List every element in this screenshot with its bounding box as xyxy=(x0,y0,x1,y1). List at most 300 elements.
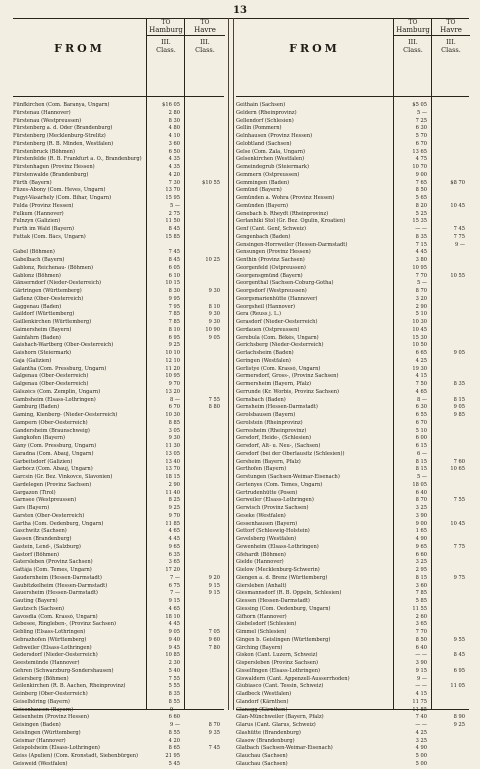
place-name: Gastein, Lend-, (Salzburg) xyxy=(13,543,81,550)
place-name: Gelse (Com. Zala, Ungarn) xyxy=(236,148,306,155)
place-name: Geestemünde (Hannover) xyxy=(13,660,80,666)
fare-hamburg: 8 50 xyxy=(415,636,427,643)
place-name: Garcsin (Gr. Bez. Vinkovce, Slavonien) xyxy=(13,474,113,480)
fare-row xyxy=(236,358,469,366)
place-name: Gaubitzkelheim (Hessen-Darmstadt) xyxy=(13,582,108,589)
fare-row xyxy=(236,722,469,730)
fare-row xyxy=(236,707,469,715)
fare-havre: 7 80 xyxy=(208,644,220,651)
place-name: Fürstenberg a. d. Oder (Brandenburg) xyxy=(13,125,113,132)
place-name: Gattája (Com. Temes, Ungarn) xyxy=(13,567,92,573)
fare-hamburg: 3 20 xyxy=(415,295,427,302)
place-name: Geringen (Westfalen) xyxy=(236,357,291,364)
place-name: Gardelegen (Provinz Sachsen) xyxy=(13,481,92,488)
fare-row xyxy=(236,676,469,684)
fare-havre: 9 30 xyxy=(208,311,220,318)
place-name: Gerlanhiki Stol (Gr. Bez. Ogulin, Kroatien) xyxy=(236,218,346,225)
destination-havre: Havre xyxy=(440,26,462,34)
place-name: Genf (Cant. Genf, Schweiz) xyxy=(236,226,306,232)
fare-row xyxy=(13,288,224,296)
place-name: Geislingen (Württemberg) xyxy=(13,729,81,736)
place-name: Gerdauen (Ostpreussen) xyxy=(236,326,300,333)
place-name: Gänserndorf (Nieder-Oesterreich) xyxy=(13,280,102,287)
fare-row xyxy=(13,412,224,420)
place-name: Fürstenwalde (Brandenburg) xyxy=(13,171,89,178)
fare-row xyxy=(236,474,469,482)
fare-hamburg: 6 95 xyxy=(168,334,180,341)
fare-hamburg: 9 — xyxy=(170,706,180,713)
fare-row xyxy=(13,528,224,536)
place-name: Gebweiler (Elsass-Lothringen) xyxy=(13,644,92,651)
fare-row xyxy=(236,629,469,637)
fare-hamburg: 9 25 xyxy=(168,342,180,349)
fare-row xyxy=(13,242,224,250)
fare-row xyxy=(236,412,469,420)
place-name: Gisselfingen (Elsass-Lothringen) xyxy=(236,667,321,674)
fare-hamburg: 7 55 xyxy=(168,675,180,682)
fare-row xyxy=(13,567,224,575)
fare-row xyxy=(236,621,469,629)
place-name: Gandersheim (Braunschweig) xyxy=(13,427,90,434)
place-name: Gauting (Bayern) xyxy=(13,598,58,604)
fare-row xyxy=(13,645,224,653)
fare-hamburg: 12 10 xyxy=(165,357,180,364)
place-name: Gelobtland (Sachsen) xyxy=(236,140,292,147)
fare-row xyxy=(236,714,469,722)
fare-havre: 9 15 xyxy=(208,590,220,597)
place-name: Gelsenkirchen (Westfalen) xyxy=(236,156,305,163)
fare-hamburg: 4 20 xyxy=(168,737,180,744)
place-name: Gaishorn (Steiermark) xyxy=(13,350,72,356)
fare-row xyxy=(236,187,469,195)
fare-hamburg: 8 30 xyxy=(168,288,180,294)
fare-row xyxy=(13,226,224,234)
fare-row xyxy=(13,381,224,389)
fare-row xyxy=(236,730,469,738)
fare-hamburg: 5 25 xyxy=(415,210,427,217)
fare-row xyxy=(236,544,469,552)
fare-row xyxy=(13,614,224,622)
fare-row xyxy=(236,125,469,133)
place-name: Gersdorf, Alt- u. Neu-, (Sachsen) xyxy=(236,443,321,449)
fare-hamburg: 3 25 xyxy=(415,505,427,511)
fare-row xyxy=(13,544,224,552)
fare-row xyxy=(13,366,224,374)
fare-row xyxy=(236,745,469,753)
place-name: Gielde (Hannover) xyxy=(236,559,284,566)
fare-hamburg: 13 65 xyxy=(412,148,427,155)
fare-hamburg: 1 65 xyxy=(415,528,427,535)
place-name: Georgenthal (Sachsen-Coburg-Gotha) xyxy=(236,280,334,287)
place-name: Gensingen-Horrweiler (Hessen-Darmstadt) xyxy=(236,241,348,248)
right-column xyxy=(236,18,469,767)
fare-hamburg: 6 70 xyxy=(415,419,427,426)
fare-havre: 9 55 xyxy=(453,636,465,643)
fare-hamburg: 5 40 xyxy=(168,667,180,674)
fare-row xyxy=(13,102,224,110)
place-name: Gelnhausen (Provinz Hessen) xyxy=(236,133,313,139)
place-name: Gellin (Pommern) xyxy=(236,125,282,132)
fare-hamburg: 2 90 xyxy=(415,303,427,310)
place-name: Geiersberg (Böhmen) xyxy=(13,675,69,682)
place-name: Gebling (Elsass-Lothringen) xyxy=(13,629,86,635)
fare-hamburg: 8 85 xyxy=(168,419,180,426)
place-name: Georgenfeld (Ostpreussen) xyxy=(236,264,306,271)
fare-hamburg: 6 55 xyxy=(415,412,427,418)
fare-hamburg: 8 55 xyxy=(168,698,180,705)
fare-row xyxy=(236,373,469,381)
place-name: Germersheim (Bayern, Pfalz) xyxy=(236,381,312,387)
place-name: Gersdorf (bei der Oberlausitz (Schlesien)) xyxy=(236,450,345,457)
fare-havre: 9 60 xyxy=(208,636,220,643)
fare-row xyxy=(236,575,469,583)
fare-hamburg: 19 30 xyxy=(412,365,427,372)
place-name: Gars (Bayern) xyxy=(13,505,50,511)
fare-hamburg: 3 05 xyxy=(168,427,180,434)
fare-row xyxy=(236,536,469,544)
fare-hamburg: 9 65 xyxy=(415,543,427,550)
fare-hamburg: 4 35 xyxy=(168,164,180,170)
fare-row xyxy=(236,652,469,660)
fare-havre: 7 55 xyxy=(453,497,465,504)
fare-hamburg: 9 — xyxy=(417,675,427,682)
fare-hamburg: 7 — xyxy=(170,590,180,597)
fare-hamburg: 11 75 xyxy=(412,698,427,705)
place-name: Gastorf (Böhmen) xyxy=(13,551,59,558)
fare-hamburg: 13 05 xyxy=(165,450,180,457)
fare-hamburg: 5 85 xyxy=(415,598,427,604)
fare-hamburg: 2 95 xyxy=(415,567,427,573)
column-divider xyxy=(228,18,234,710)
fare-hamburg: 9 00 xyxy=(415,520,427,527)
fare-hamburg: 2 30 xyxy=(168,660,180,666)
fare-row xyxy=(13,575,224,583)
fare-hamburg: 7 85 xyxy=(415,590,427,597)
fare-hamburg: 15 85 xyxy=(165,233,180,240)
fare-havre: 10 90 xyxy=(205,326,220,333)
fare-hamburg: 5 — xyxy=(170,202,180,209)
fare-hamburg: 6 75 xyxy=(168,582,180,589)
place-name: Gevelsberg (Westfalen) xyxy=(236,536,297,542)
place-name: Gerthofen (Bayern) xyxy=(236,466,287,473)
place-name: Gfehardt (Böhmen) xyxy=(236,551,286,558)
place-name: Gerstungen (Sachsen-Weimar-Eisenach) xyxy=(236,474,340,480)
fare-hamburg: 6 50 xyxy=(168,148,180,155)
fare-row xyxy=(13,552,224,560)
fare-row xyxy=(13,451,224,459)
place-name: Gaming, Kienberg- (Nieder-Oesterreich) xyxy=(13,412,118,418)
place-name: Futtak (Com. Bács, Ungarn) xyxy=(13,233,86,240)
place-name: Giskon (Cant. Luzern, Schweiz) xyxy=(236,652,318,659)
fare-havre: 8 45 xyxy=(453,652,465,659)
place-name: Glasow (Brandenburg) xyxy=(236,737,295,744)
fare-row xyxy=(13,110,224,118)
place-name: Gingen b. Geislingen (Württemberg) xyxy=(236,636,331,643)
fare-hamburg: 6 70 xyxy=(168,404,180,411)
place-name: Fünfkirchen (Com. Baranya, Ungarn) xyxy=(13,102,110,108)
place-name: Gabel (Böhmen) xyxy=(13,249,55,256)
fare-row xyxy=(13,745,224,753)
fare-row xyxy=(236,102,469,110)
place-name: Gartha (Com. Oedenburg, Ungarn) xyxy=(13,520,104,527)
place-name: Füzes-Abony (Com. Heves, Ungarn) xyxy=(13,187,106,194)
fare-row xyxy=(13,311,224,319)
fare-row xyxy=(13,443,224,451)
fare-hamburg: 11 20 xyxy=(165,365,180,372)
fare-hamburg: 6 — xyxy=(417,450,427,457)
place-name: Garsten (Ober-Oesterreich) xyxy=(13,512,85,519)
place-name: Gellendorf (Schlesien) xyxy=(236,117,294,124)
place-name: Gärtringen (Württemberg) xyxy=(13,288,82,294)
place-name: Gálszécs (Com. Zemplin, Ungarn) xyxy=(13,388,101,395)
fare-row xyxy=(13,149,224,157)
fare-havre: 9 75 xyxy=(453,574,465,581)
place-name: Galgenau (Ober-Oesterreich) xyxy=(13,381,89,387)
fare-row xyxy=(236,288,469,296)
fare-hamburg: 9 65 xyxy=(168,543,180,550)
fare-hamburg: 7 65 xyxy=(415,179,427,186)
place-name: Gessenhausen (Bayern) xyxy=(236,520,298,527)
fare-hamburg: 7 85 xyxy=(168,311,180,318)
fare-row xyxy=(236,451,469,459)
fare-row xyxy=(236,761,469,769)
fare-row xyxy=(236,234,469,242)
place-name: Gera (Reuss j. L.) xyxy=(236,311,281,318)
place-name: Geismar (Hannover) xyxy=(13,737,66,744)
fare-row xyxy=(13,172,224,180)
fare-row xyxy=(13,141,224,149)
fare-row xyxy=(13,265,224,273)
fare-row xyxy=(13,203,224,211)
fare-hamburg: 10 85 xyxy=(165,652,180,659)
fare-hamburg: 7 70 xyxy=(415,629,427,635)
fare-row xyxy=(236,280,469,288)
fare-row xyxy=(13,273,224,281)
place-name: Geldern (Rheinprovinz) xyxy=(236,109,297,116)
fare-hamburg: 3 65 xyxy=(415,621,427,628)
fare-hamburg: 3 60 xyxy=(415,582,427,589)
fare-row xyxy=(236,265,469,273)
place-name: Fürstenberg (R. B. Minden, Westfalen) xyxy=(13,140,114,147)
fare-hamburg: 4 25 xyxy=(415,357,427,364)
fare-havre: 7 45 xyxy=(453,226,465,232)
place-name: Gaimersheim (Bayern) xyxy=(13,326,72,333)
fare-row xyxy=(236,404,469,412)
place-name: Georgsdorf (Westpreussen) xyxy=(236,288,307,294)
fare-hamburg: 4 45 xyxy=(168,536,180,542)
fare-hamburg: 18 10 xyxy=(165,613,180,620)
fare-row xyxy=(236,606,469,614)
fare-hamburg: $5 05 xyxy=(412,102,427,108)
place-name: Giebelsdorf (Schlesien) xyxy=(236,621,297,628)
fare-hamburg: 11 30 xyxy=(165,443,180,449)
fare-row xyxy=(13,133,224,141)
fare-havre: 9 30 xyxy=(208,288,220,294)
fare-hamburg: 9 70 xyxy=(168,381,180,387)
fare-hamburg: 4 10 xyxy=(168,133,180,139)
place-name: Gerolsbausen (Bayern) xyxy=(236,412,296,418)
fare-row xyxy=(236,614,469,622)
place-name: Gaschwitz (Sachsen) xyxy=(13,528,67,535)
fare-hamburg: 3 25 xyxy=(415,559,427,566)
fare-hamburg: 5 70 xyxy=(415,133,427,139)
fare-hamburg: 11 85 xyxy=(412,706,427,713)
place-name: Genebach b. Rheydt (Rheinprovinz) xyxy=(236,210,329,217)
fare-hamburg: 7 50 xyxy=(415,381,427,387)
fare-row xyxy=(236,691,469,699)
fare-havre: 9 — xyxy=(455,241,465,248)
place-name: Furth im Wald (Bayern) xyxy=(13,226,74,232)
place-name: Gaudernheim (Hessen-Darmstadt) xyxy=(13,574,102,581)
fare-row xyxy=(13,404,224,412)
right-fare-list xyxy=(236,102,469,769)
place-name: Gebesee, Ringleben-, (Provinz Sachsen) xyxy=(13,621,116,628)
fare-row xyxy=(13,730,224,738)
fare-hamburg: 4 65 xyxy=(168,605,180,612)
fare-hamburg: 10 30 xyxy=(165,412,180,418)
fare-row xyxy=(13,118,224,126)
fare-hamburg: 4 65 xyxy=(415,388,427,395)
fare-hamburg: 4 35 xyxy=(168,156,180,163)
fare-hamburg: 6 60 xyxy=(415,551,427,558)
fare-hamburg: 4 25 xyxy=(415,729,427,736)
place-name: Fürth (Bayern) xyxy=(13,179,52,186)
fare-row xyxy=(13,296,224,304)
fare-row xyxy=(236,559,469,567)
fare-hamburg: 6 15 xyxy=(415,443,427,449)
fare-hamburg: 3 60 xyxy=(168,140,180,147)
fare-hamburg: 8 65 xyxy=(168,745,180,752)
fare-row xyxy=(236,381,469,389)
fare-hamburg: 6 00 xyxy=(415,435,427,442)
place-name: Gauersheim (Hessen-Darmstadt) xyxy=(13,590,98,597)
fare-row xyxy=(236,218,469,226)
fare-row xyxy=(13,738,224,746)
place-name: Fürstenberg (Mecklenburg-Strelitz) xyxy=(13,133,106,139)
fare-row xyxy=(236,660,469,668)
fare-havre: 9 05 xyxy=(208,334,220,341)
place-name: Gerweiler (Elsass-Lothringen) xyxy=(236,497,314,504)
fare-hamburg: 8 15 xyxy=(415,458,427,465)
place-name: Gablonz (Böhmen) xyxy=(13,272,61,279)
fare-hamburg: 5 10 xyxy=(415,427,427,434)
fare-row xyxy=(236,490,469,498)
fare-hamburg: 7 25 xyxy=(415,117,427,124)
fare-hamburg: 9 15 xyxy=(168,598,180,604)
place-name: Gaildorf (Württemberg) xyxy=(13,311,75,318)
fare-row xyxy=(13,753,224,761)
fare-hamburg: 8 70 xyxy=(415,497,427,504)
fare-hamburg: 10 95 xyxy=(412,264,427,271)
fare-row xyxy=(13,397,224,405)
fare-hamburg: 6 70 xyxy=(415,140,427,147)
fare-row xyxy=(236,497,469,505)
fare-havre: 8 10 xyxy=(208,303,220,310)
fare-row xyxy=(13,699,224,707)
place-name: Fürstenhagen (Provinz Hessen) xyxy=(13,164,95,170)
right-column-header: FROM TO Hamburg III. Class. TO Havre III. Class. xyxy=(236,18,469,97)
fare-row xyxy=(13,683,224,691)
fare-hamburg: 2 90 xyxy=(168,481,180,488)
fare-row xyxy=(236,296,469,304)
destination-hamburg: Hamburg xyxy=(396,26,430,34)
page-number: 13 xyxy=(233,5,247,16)
fare-row xyxy=(13,257,224,265)
place-name: Gemünd (Bayern) xyxy=(236,187,282,194)
place-name: Girching (Bayern) xyxy=(236,644,283,651)
fare-hamburg: 9 15 xyxy=(415,667,427,674)
fare-row xyxy=(236,366,469,374)
place-name: Gargazon (Tirol) xyxy=(13,489,56,496)
fare-row xyxy=(13,373,224,381)
fare-hamburg: 8 35 xyxy=(415,233,427,240)
place-name: Gerichsberg (Nieder-Oesterreich) xyxy=(236,342,324,349)
left-fare-list xyxy=(13,102,224,769)
fare-row xyxy=(13,187,224,195)
fare-hamburg: 5 00 xyxy=(415,753,427,759)
place-name: Gispersleben (Provinz Sachsen) xyxy=(236,660,319,666)
fare-hamburg: 11 55 xyxy=(412,605,427,612)
fare-row xyxy=(236,668,469,676)
place-name: Galantha (Com. Pressburg, Ungarn) xyxy=(13,365,107,372)
fare-hamburg: 5 45 xyxy=(168,760,180,767)
fare-hamburg: 7 85 xyxy=(168,319,180,325)
fare-row xyxy=(236,319,469,327)
fare-row xyxy=(236,738,469,746)
fare-row xyxy=(236,637,469,645)
fare-row xyxy=(236,443,469,451)
fare-havre: 8 80 xyxy=(208,404,220,411)
fare-havre: 8 70 xyxy=(208,722,220,728)
place-name: Gerwisch (Provinz Sachsen) xyxy=(236,505,309,511)
fare-row xyxy=(236,350,469,358)
fare-hamburg: 9 45 xyxy=(168,644,180,651)
fare-row xyxy=(13,280,224,288)
place-name: Gaflenz (Ober-Oesterreich) xyxy=(13,295,84,302)
fare-row xyxy=(236,583,469,591)
fare-row xyxy=(13,350,224,358)
fare-row xyxy=(236,311,469,319)
fare-hamburg: 9 70 xyxy=(168,512,180,519)
fare-havre: 10 45 xyxy=(450,202,465,209)
place-name: Gautzsch (Sachsen) xyxy=(13,605,65,612)
place-name: Glashütte (Brandenburg) xyxy=(236,729,301,736)
fare-hamburg: 3 25 xyxy=(415,737,427,744)
place-name: Fulnzyn (Galizien) xyxy=(13,218,61,225)
fare-row xyxy=(13,249,224,257)
fare-row xyxy=(13,156,224,164)
place-name: Fürstenbruck (Böhmen) xyxy=(13,148,75,155)
fare-row xyxy=(236,420,469,428)
fare-hamburg: 8 55 xyxy=(168,729,180,736)
fare-hamburg: 6 05 xyxy=(168,264,180,271)
fare-row xyxy=(13,714,224,722)
fare-hamburg: 2 75 xyxy=(168,210,180,217)
place-name: Gertenyes (Com. Temes, Ungarn) xyxy=(236,481,323,488)
fare-hamburg: 4 45 xyxy=(415,249,427,256)
place-name: Giersleben (Anhalt) xyxy=(236,582,287,589)
place-name: Gangkofen (Bayern) xyxy=(13,435,65,442)
fare-havre: 7 05 xyxy=(208,629,220,635)
fare-row xyxy=(236,149,469,157)
fare-hamburg: 8 50 xyxy=(415,187,427,194)
fare-row xyxy=(13,707,224,715)
fare-hamburg: 18 15 xyxy=(165,474,180,480)
fare-hamburg: 4 75 xyxy=(415,156,427,163)
place-name: Giesmannsdorf (R. B. Oppeln, Schlesien) xyxy=(236,590,342,597)
fare-hamburg: 5 55 xyxy=(168,683,180,690)
fare-hamburg: 10 45 xyxy=(412,326,427,333)
